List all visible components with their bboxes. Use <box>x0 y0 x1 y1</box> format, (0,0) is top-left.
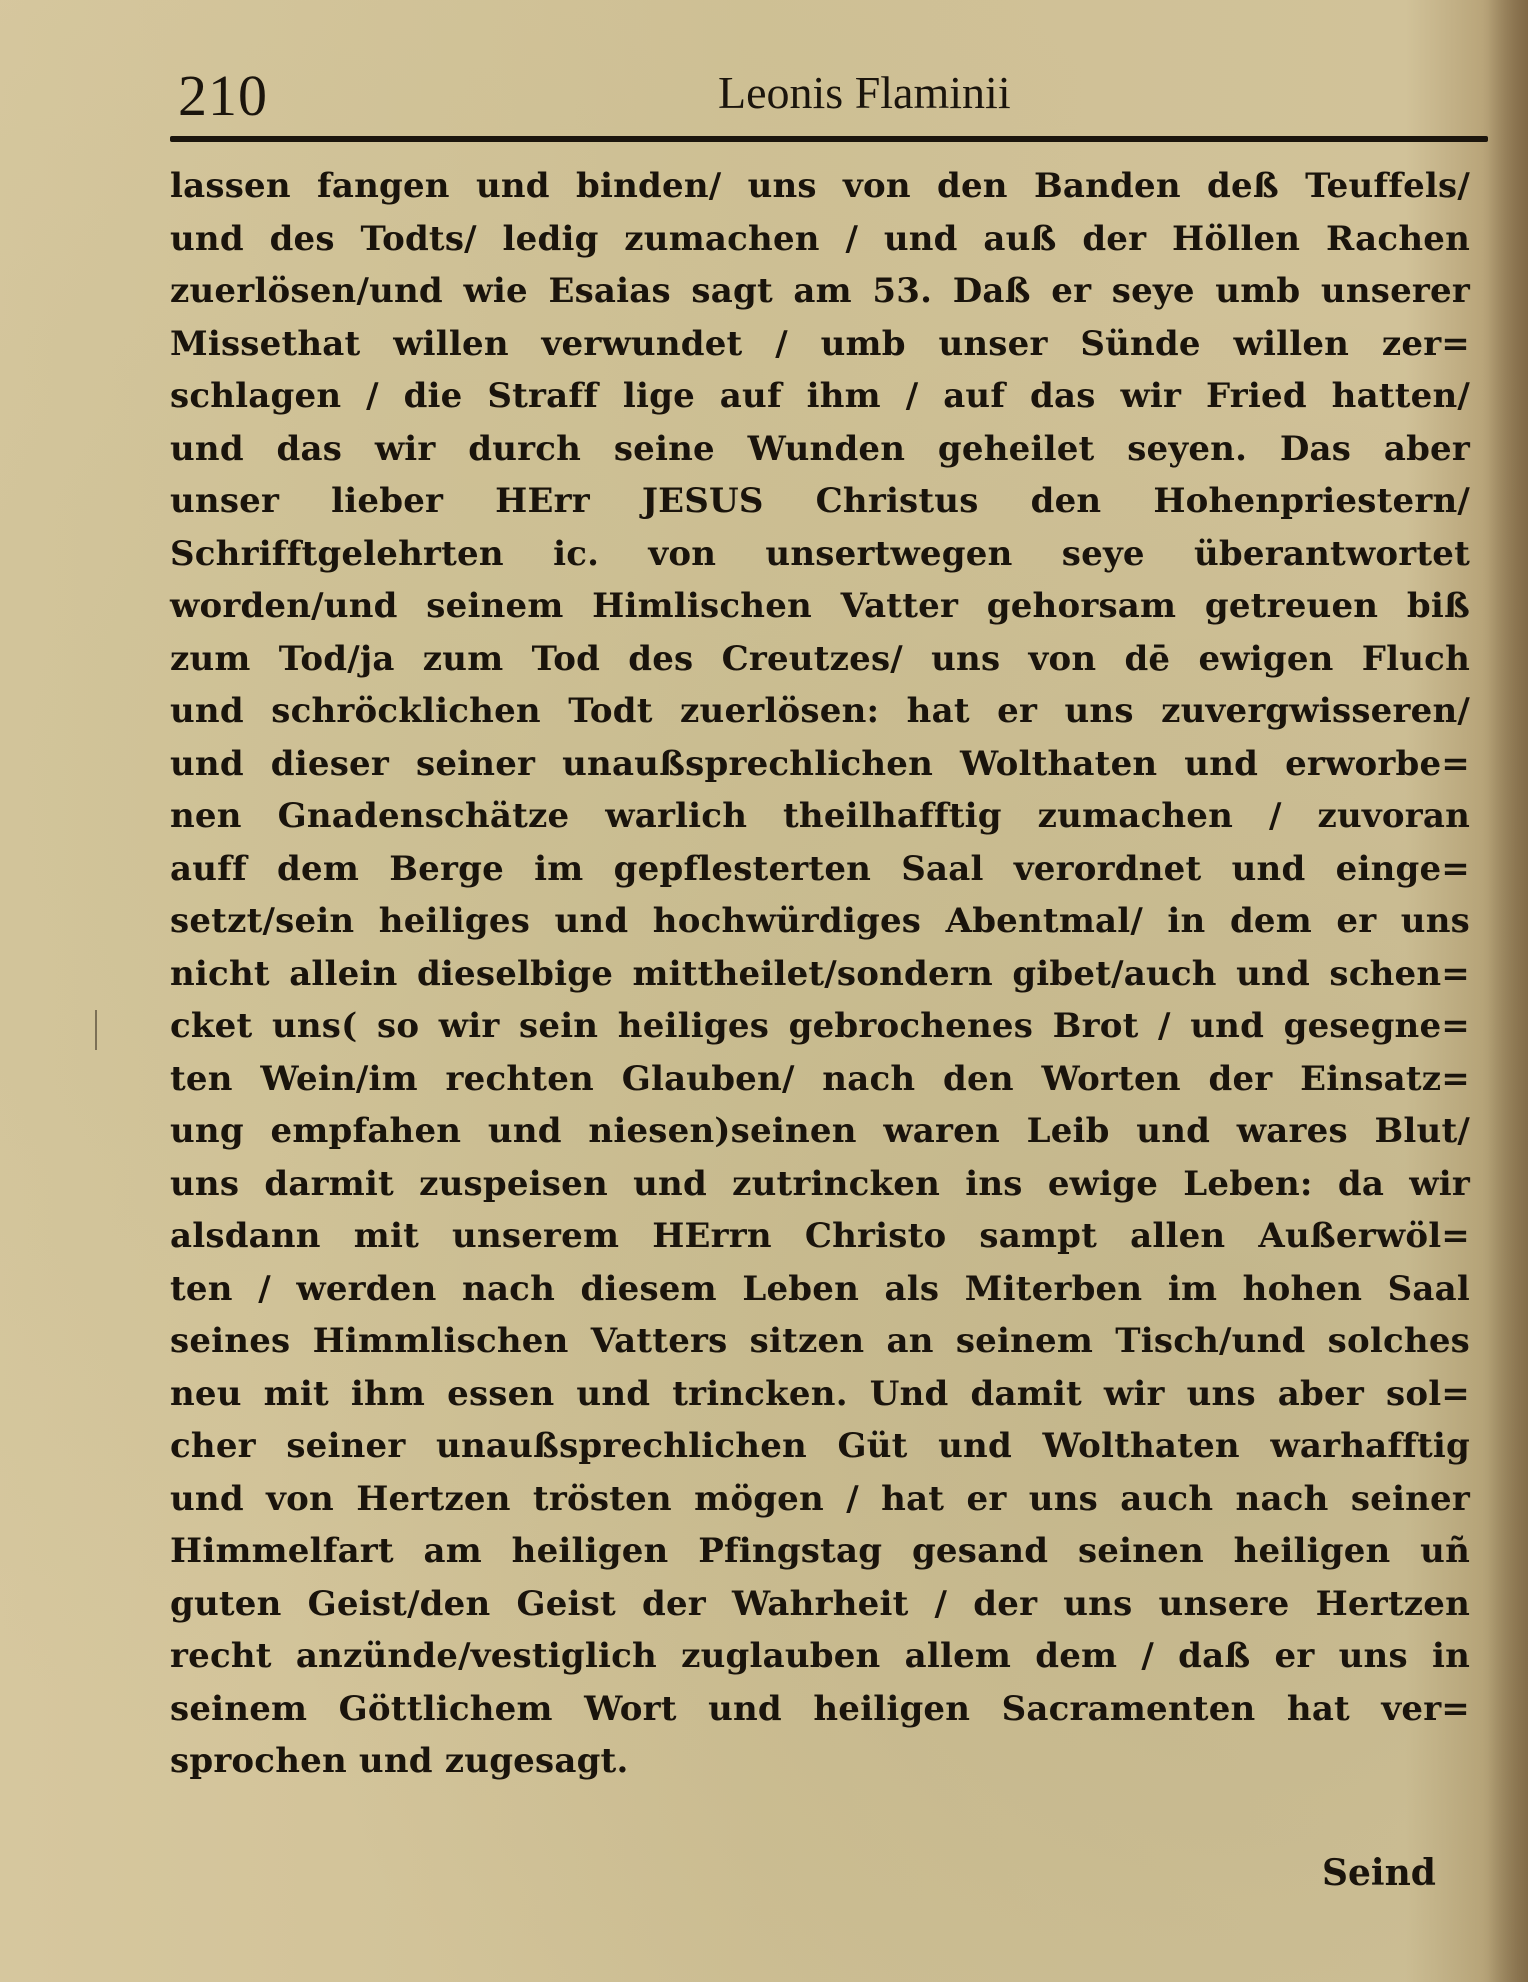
body-text <box>170 160 1470 1788</box>
text-line: lassen fangen und binden/ uns von den Banden deß Teuffels/ <box>170 166 1470 206</box>
text-line: unser lieber HErr JESUS Christus den Hohenpriestern/ <box>170 481 1470 521</box>
page-number: 210 <box>178 63 268 128</box>
running-head: Leonis Flaminii <box>718 67 1011 118</box>
text-line: cket uns( so wir sein heiliges gebrochenes Brot / und gesegne= <box>170 1006 1470 1046</box>
text-line: und schröcklichen Todt zuerlösen: hat er uns zuvergwisseren/ <box>170 691 1470 731</box>
text-line: cher seiner unaußsprechlichen Güt und Wolthaten warhafftig <box>170 1426 1470 1466</box>
text-line: und von Hertzen trösten mögen / hat er uns auch nach seiner <box>170 1478 1470 1519</box>
text-line: Schrifftgelehrten ic. von unsertwegen seye überantwortet <box>170 533 1470 574</box>
text-line: Missethat willen verwundet / umb unser Sünde willen zer= <box>170 323 1470 364</box>
header-rule <box>170 136 1488 142</box>
text-line: und das wir durch seine Wunden geheilet seyen. Das aber <box>170 428 1470 469</box>
margin-mark <box>95 1010 97 1050</box>
text-line: schlagen / die Straff lige auf ihm / auf das wir Fried hatten/ <box>170 376 1470 416</box>
text-line: ung empfahen und niesen)seinen waren Leib und wares Blut/ <box>170 1111 1470 1151</box>
text-line: zum Tod/ja zum Tod des Creutzes/ uns von dē ewigen Fluch <box>170 638 1470 679</box>
page-edge-shadow <box>1488 0 1528 1982</box>
text-line: ten / werden nach diesem Leben als Miterben im hohen Saal <box>170 1268 1470 1309</box>
text-line: worden/und seinem Himlischen Vatter gehorsam getreuen biß <box>170 586 1470 626</box>
text-line: guten Geist/den Geist der Wahrheit / der uns unsere Hertzen <box>170 1583 1470 1624</box>
text-line: auff dem Berge im gepflesterten Saal verordnet und einge= <box>170 848 1470 889</box>
text-line: zuerlösen/und wie Esaias sagt am 53. Daß er seye umb unserer <box>170 271 1470 311</box>
catchword: Seind <box>1322 1852 1436 1894</box>
text-line: recht anzünde/vestiglich zuglauben allem dem / daß er uns in <box>170 1636 1470 1676</box>
page-header <box>178 62 1478 132</box>
text-line: nen Gnadenschätze warlich theilhafftig zumachen / zuvoran <box>170 796 1470 836</box>
text-line: ten Wein/im rechten Glauben/ nach den Worten der Einsatz= <box>170 1058 1470 1099</box>
text-line: Himmelfart am heiligen Pfingstag gesand seinen heiligen uñ <box>170 1531 1470 1571</box>
text-line: alsdann mit unserem HErrn Christo sampt allen Außerwöl= <box>170 1216 1470 1256</box>
text-line: seinem Göttlichem Wort und heiligen Sacramenten hat ver= <box>170 1688 1470 1729</box>
text-line: und des Todts/ ledig zumachen / und auß der Höllen Rachen <box>170 218 1470 259</box>
text-line: neu mit ihm essen und trincken. Und damit wir uns aber sol= <box>170 1373 1470 1414</box>
text-line: nicht allein dieselbige mittheilet/sondern gibet/auch und schen= <box>170 953 1470 994</box>
text-line: und dieser seiner unaußsprechlichen Wolthaten und erworbe= <box>170 743 1470 784</box>
text-line: uns darmit zuspeisen und zutrincken ins ewige Leben: da wir <box>170 1163 1470 1204</box>
text-line: seines Himmlischen Vatters sitzen an seinem Tisch/und solches <box>170 1321 1470 1361</box>
text-line: setzt/sein heiliges und hochwürdiges Abentmal/ in dem er uns <box>170 901 1470 941</box>
text-line: sprochen und zugesagt. <box>170 1741 629 1781</box>
